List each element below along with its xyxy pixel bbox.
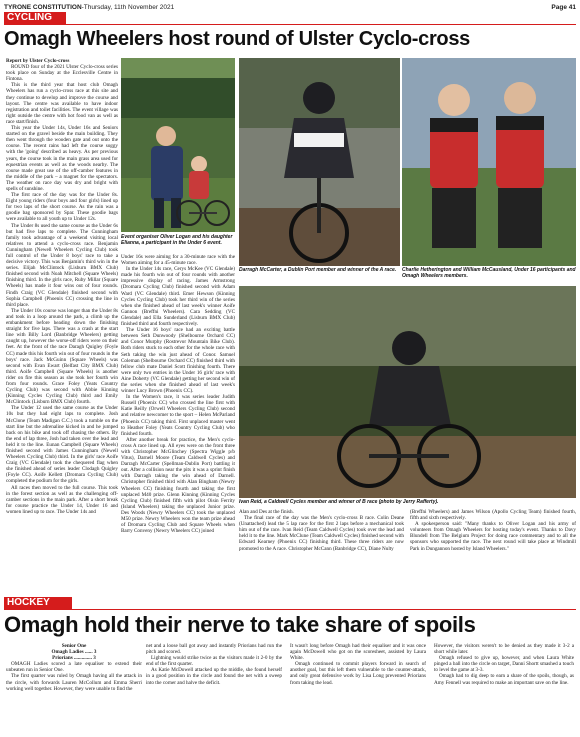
section-hockey: HOCKEY [4, 597, 72, 609]
paragraph: This is the third year that host club Omagh Wheelers has run a cyclo-cross race at this site and they continue to develop and improve the course and layout. The centre was available to have indoor registration and toilet facilities. The event village was right outside the centre with hot food van as well as race start/finish. [6, 82, 118, 125]
page-header [4, 2, 576, 12]
photo-organiser [121, 58, 235, 232]
paragraph: This year the Under 14s, Under 16s and Seniors started on the gravel beside the main building. They then went through the wooden gate and out onto the course. The recent rains had left the course soggy with the 'going' described as heavy. As per previous years, the course took in the main grass area used for equestrian events as well as the woods nearby. The course made great use of the off-camber features in the middle of the park – a magnet for the spectators. The weather on race day was dry and bright with spells of sunshine. [6, 125, 118, 192]
paragraph: A spokesperson said: "Many thanks to Oliver Logan and his army of volunteers from Omagh Wheelers for hosting today's event. Thanks to Davy Blundell from The Belgium Project for doing race commentary and to all the sponsors who supported the race. The next round will take place at Windmill Park in Dungannon hosted by Island Wheelers." [410, 521, 576, 552]
paragraph: Omagh continued to commit players forward in search of another goal, but this left them vulnerable to the counter-attack, and only great defensive work by Lisa Long prevented Priorians from taking the lead. [290, 661, 426, 686]
caption-under16-riders: Charlie Hetherington and William McCausland, Under 16 participants and Omagh Wheelers members. [402, 267, 576, 279]
caption-organiser: Event organiser Oliver Logan and his daughter Elianna, a participant in the Under 6 event. [121, 234, 233, 246]
score-away: Priorians .............. 3 [52, 655, 96, 662]
paragraph: The Under 8s used the same course as the Under 6s but had five laps to complete. The Cunningham family took advantage of a weekend visiting local relatives to attend a cyclo-cross race. Benjamin Cunningham (Newell Wheelers Cycling Club) took full control of the Under 8 boys' race to take a decisive victory. This was Benjamin's third win in the series. Elijah McClintock (Lisburn BMX Club) finished second with Noah Mitchell (Square Wheels) finishing third. In the girls race, Ruby Millar (Square Wheels) has made it four wins out of four rounds. Findh Craig (VC Glendale) finished second with Sophia Campbell (Phoenix CC) crossing the line in third place. [6, 222, 118, 308]
photo-under16-riders [402, 58, 576, 266]
paragraph: ROUND four of the 2021 Ulster Cyclo-cross series took place on Sunday at the Ecclesville Centre in Fintona. [6, 64, 118, 83]
paragraph: (Breffni Wheelers) and James Wilson (Apollo Cycling Team) finished fourth, fifth and sixth respectively. [410, 509, 576, 522]
hockey-column-1 [6, 643, 142, 735]
cycling-column-4 [410, 509, 576, 593]
header-paper: TYRONE CONSTITUTION-Thursday, 11th November 2021 [4, 3, 175, 11]
paragraph: The final race of the day was the Men's cyclo-cross B race. Colin Deane (Unattached) lead the 5 lap race for the first 2 laps before a mechanical took him out of the race. Ivan Reid (Team Caldwell Cycles) took over the lead and held it to the line. Mark McClune (Team Caldwell Cycles) finished second with Edward Kearney (Phoenix CC) finishing third. These three riders are now promoted to the A race. Christopher McCann (Banbridge CC), Diane Nulty [239, 515, 404, 552]
photo-b-race-winner [239, 286, 576, 498]
paragraph: In the Under 14s race, Cerys McKee (VC Glendale) made his fourth win out of four rounds with another impressive display of racing. James Armstrong (Dromara Cycling Club) finished second with Adam Ward (VC Glendale) third. Emer Hewson (Kinning Cycles Cycling Club) took her third win of the series when she finished ahead of last week's winner Aoife Gannon (Breffni Wheelers). Cara Sedding (VC Glendale) and Ella Sunderland (Lisburn BMX Club) finished third and fourth respectively. [121, 266, 235, 328]
header-page: Page 41 [551, 3, 576, 11]
cycling-column-2 [121, 254, 235, 593]
paragraph: Lightning would strike twice as the visitors made it 2-0 by the end of the first quarter. [146, 655, 282, 668]
paragraph: However, the visitors weren't to be denied as they made it 3-2 a short while later. [434, 643, 574, 656]
paragraph: Under 16s were aiming for a 30-minute race with the Women aiming for a 45-minute race. [121, 254, 235, 267]
cycling-column-1 [6, 58, 118, 593]
paragraph: The Under 10s course was longer than the Under 8s and took in a loop around the park, a climb up the embankment before heading down the finishing straight for five laps. There was a crash at the start line with Billy Lord (Banbridge Wheelers) getting caught up, however the worse-off riders were on their feet. At the front of the race Daragh Quigley (Foyle CC) made this his fourth win out of four rounds in the boys' race. Jack McGuinn (Square Wheels) was second with Evan Ewart (Belfast City BMX Club) third. Aoife Campbell (Square Wheels) is another rider on fire this season as she took her fourth win from four rounds. Grace Foley (Yeats Country Cycling Club) was second with Abbie Kinning (Kinning Cycles Cycling Club) third and Emily McClintock (Lisburn BMX Club) fourth. [6, 307, 118, 406]
paragraph: After another break for practice, the Men's cyclo-cross A race lined up. All eyes were on the front three with Christopher McGlinchey (Spectra Wiggle p/b Vitus), Darnell Moore (Team Caldwell Cycles) and Darragh McCarter (Spellman-Dublin Port) battling it out. After a collision near the pits it was a sprint finish with Darragh taking the win ahead of Darnell. Christopher finished third with Alan Bingham (Newry Wheelers CC) finishing fourth and taking the first unplaced M40 prize. Glenn Kinning (Kinning Cycles Cycling Club) finished fifth with pilot Oisin Ferrity (Island Wheelers) taking the unplaced Junior prize. Des Woods (Newry Wheelers CC) took the unplaced M50 prize. Newry Wheelers won the team prize ahead of Dromara Cycling Club and Square Wheels when Barry Conveny (Newry Wheelers CC) joined [121, 436, 235, 535]
section-cycling: CYCLING [4, 12, 66, 24]
paragraph: The Under 12 used the same course as the Under 10s but they had eight laps to complete. Josh McClone (Team Madigan C.C.) took a tumble on the start line but the adrenaline kicked in and he jumped back on his bike and took off chasing the others. By the end of lap three, Josh had taken over the lead and held it to the line. Eunan Campbell (Square Wheels) finished second with James Cunningham (Newell Wheelers Cycling Club) third. In the girls' race Aoife Craig (VC Glendale) took the chequered flag when she finished ahead of series leader Clodagh Quigley (Foyle CC). Aoife Kellett (Dromara Cycling Club) completed the podium for the girls. [6, 405, 118, 485]
paragraph: net and a loose ball got away and instantly Priorians had run the pitch and scored. [146, 643, 282, 656]
paragraph: In the Women's race, it was series leader Judith Russell (Phoenix CC) who crossed the line first with Katie Reilly (Orwell Wheelers Cycling Club) second and relative newcomer to the sport – Helen McParland (Phoenix CC) taking third. First unplaced master went to Heather Foley (Yeats Country Cycling Club) who finished fourth. [121, 394, 235, 437]
section-rule [4, 24, 576, 25]
caption-b-race-winner: Ivan Reid, a Caldwell Cycles member and winner of B race (photo by Jerry Rafferty). [239, 499, 439, 505]
paragraph: As Katie McDowell attacked up the middle, she found herself in a good position in the circle and found the net with a sweep into the corner and halve the deficit. [146, 667, 282, 686]
hockey-column-4 [434, 643, 574, 735]
paragraph: All races then moved to the full course. This took in the forest section as well as the challenging off-camber sections in the main park. After a short break for course practice the Under 14, Under 16 and women lined up to race. The Under 14s and [6, 484, 118, 515]
photo-a-race-winner [239, 58, 400, 266]
paragraph: Alan and Des at the finish. [239, 509, 294, 515]
hockey-column-2 [146, 643, 282, 735]
score-home: Omagh Ladies ...... 3 [51, 649, 97, 656]
paragraph: Omagh refused to give up, however, and when Laura White pinged a ball into the circle on target, Danni Shortt smashed a touch to level the game at 3-3. [434, 655, 574, 674]
hockey-column-3 [290, 643, 426, 735]
paragraph: OMAGH Ladies scored a late equaliser to extend their unbeaten run in Senior One. [6, 661, 142, 674]
hockey-headline: Omagh hold their nerve to take share of spoils [4, 612, 476, 637]
section-rule [4, 609, 576, 610]
cycling-headline: Omagh Wheelers host round of Ulster Cyclo-cross [4, 28, 470, 50]
cycling-column-3 [239, 509, 404, 593]
paragraph: It wasn't long before Omagh had their equaliser and it was once again McDowell who got on the scoresheet, assisted by Laura White. [290, 643, 426, 662]
paragraph: The first quarter was ruled by Omagh having all the attack in the circle, with forwards Lauren McCollum and Emma Sherri working well together. However, they were unable to find the [6, 673, 142, 692]
paragraph: The Under 16 boys' race had an exciting battle between Seth Dunwoody (Shelbourne Orchard CC) and Conor Murphy (Rostrevor Mountain Bike Club). Both riders stuck to each other for the whole race with Seth taking the win just ahead of Conor. Samuel Coleman (Shelbourne Orchard CC) finished third with fellow club mate Daniel Scott finishing fourth. There were only two entries in the Under 16 girls' race with Aine Doherty (VC Glendale) getting her second win of the series when she finished ahead of last week's winner Lucy Brown (Phoenix CC). [121, 327, 235, 395]
byline: Report by Ulster Cyclo-cross [6, 58, 70, 64]
paragraph: Omagh had to dig deep to earn a share of the spoils, though, as Amy Fennell was required to make an important save on the line. [434, 673, 574, 686]
score-heading: Senior One [61, 643, 87, 649]
caption-a-race-winner: Darragh McCarter, a Dublin Port member and winner of the A race. [239, 267, 397, 273]
paragraph: The first race of the day was for the Under 8s. Eight young riders (four boys and four girls) lined up for two laps of the short course. As the rain was a goodie bag sponsored by Spar. These goodie bags were available to all youth up to Under 12s. [6, 192, 118, 223]
